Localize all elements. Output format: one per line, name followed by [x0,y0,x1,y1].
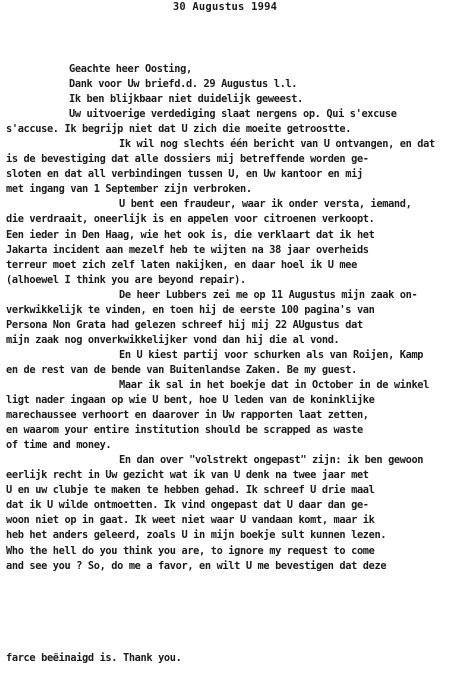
body-line: Persona Non Grata had gelezen schreef hij mij 22 AUgustus dat [6,318,363,331]
body-line: Ik wil nog slechts één bericht van U ontvangen, en dat [119,138,435,151]
body-line: woon niet op in gaat. Ik weet niet waar U vandaan komt, maar ik [6,514,375,527]
body-line: Ik ben blijkbaar niet duidelijk geweest. [69,93,303,106]
body-line: s'accuse. Ik begrijp niet dat U zich die moeite getroostte. [6,123,352,136]
body-line: (alhoewel I think you are beyond repair). [6,273,246,286]
body-line: is de bevestiging dat alle dossiers mij betreffende worden ge- [6,153,369,166]
body-line: eerlijk recht in Uw gezicht wat ik van U denk na twee jaar met [6,469,369,482]
letter-date: 30 Augustus 1994 [172,1,278,13]
body-line: and see you ? So, do me a favor, en wilt U me bevestigen dat deze [6,559,387,572]
body-line: en waarom your entire institution should be scrapped as waste [6,424,363,437]
salutation: Geachte heer Oosting, [69,63,192,75]
body-line: sloten en dat all verbindingen tussen U, en Uw kantoor en mij [6,168,363,181]
body-line: met ingang van 1 September zijn verbroken. [6,183,252,196]
body-line: Who the hell do you think you are, to ignore my request to come [6,544,375,557]
body-line: ligt nader ingaan op wie U bent, hoe U leden van de koninklijke [6,394,375,407]
body-line: Jakarta incident aan mezelf heb te wijten na 38 jaar overheids [6,243,369,256]
body-line: en de rest van de bende van Buitenlandse Zaken. Be my guest. [6,363,357,376]
body-line: marechaussee verhoort en daarover in Uw rapporten laat zetten, [6,409,369,422]
body-line: U bent een fraudeur, waar ik onder versta, iemand, [119,198,412,211]
body-line: terreur moet zich zelf laten nakijken, en daar hoel ik U mee [6,258,357,271]
body-line: heb het anders geleerd, zoals U in mijn boekje sult kunnen lezen. [6,529,387,542]
body-line: U en uw clubje te maken te hebben gehad. Ik schreef U drie maal [6,484,375,497]
body-line: Dank voor Uw briefd.d. 29 Augustus l.l. [69,78,298,91]
closing-line: farce beëinaigd is. Thank you. [6,652,182,664]
body-line: En U kiest partij voor schurken als van Roijen, Kamp [119,348,424,361]
body-line: verkwikkelijk te vinden, en toen hij de eerste 100 pagina's van [6,303,375,316]
body-line: Een ieder in Den Haag, wie het ook is, die verklaart dat ik het [6,228,375,241]
body-line: En dan over "volstrekt ongepast" zijn: ik ben gewoon [119,454,424,467]
body-line: dat ik U wilde ontmoetten. Ik vind ongepast dat U daar dan ge- [6,499,369,512]
body-line: De heer Lubbers zei me op 11 Augustus mijn zaak on- [119,288,418,301]
body-line: Maar ik sal in het boekje dat in October in de winkel [119,378,430,391]
body-line: die verdraait, oneerlijk is en appelen voor citroenen verkoopt. [6,213,375,226]
body-line: of time and money. [6,439,112,452]
body-line: Uw uitvoerige verdediging slaat nergens op. Qui s'excuse [69,108,397,121]
letter-body [6,62,446,574]
body-line: mijn zaak nog onverkwikkelijker vond dan hij die al vond. [6,333,340,346]
